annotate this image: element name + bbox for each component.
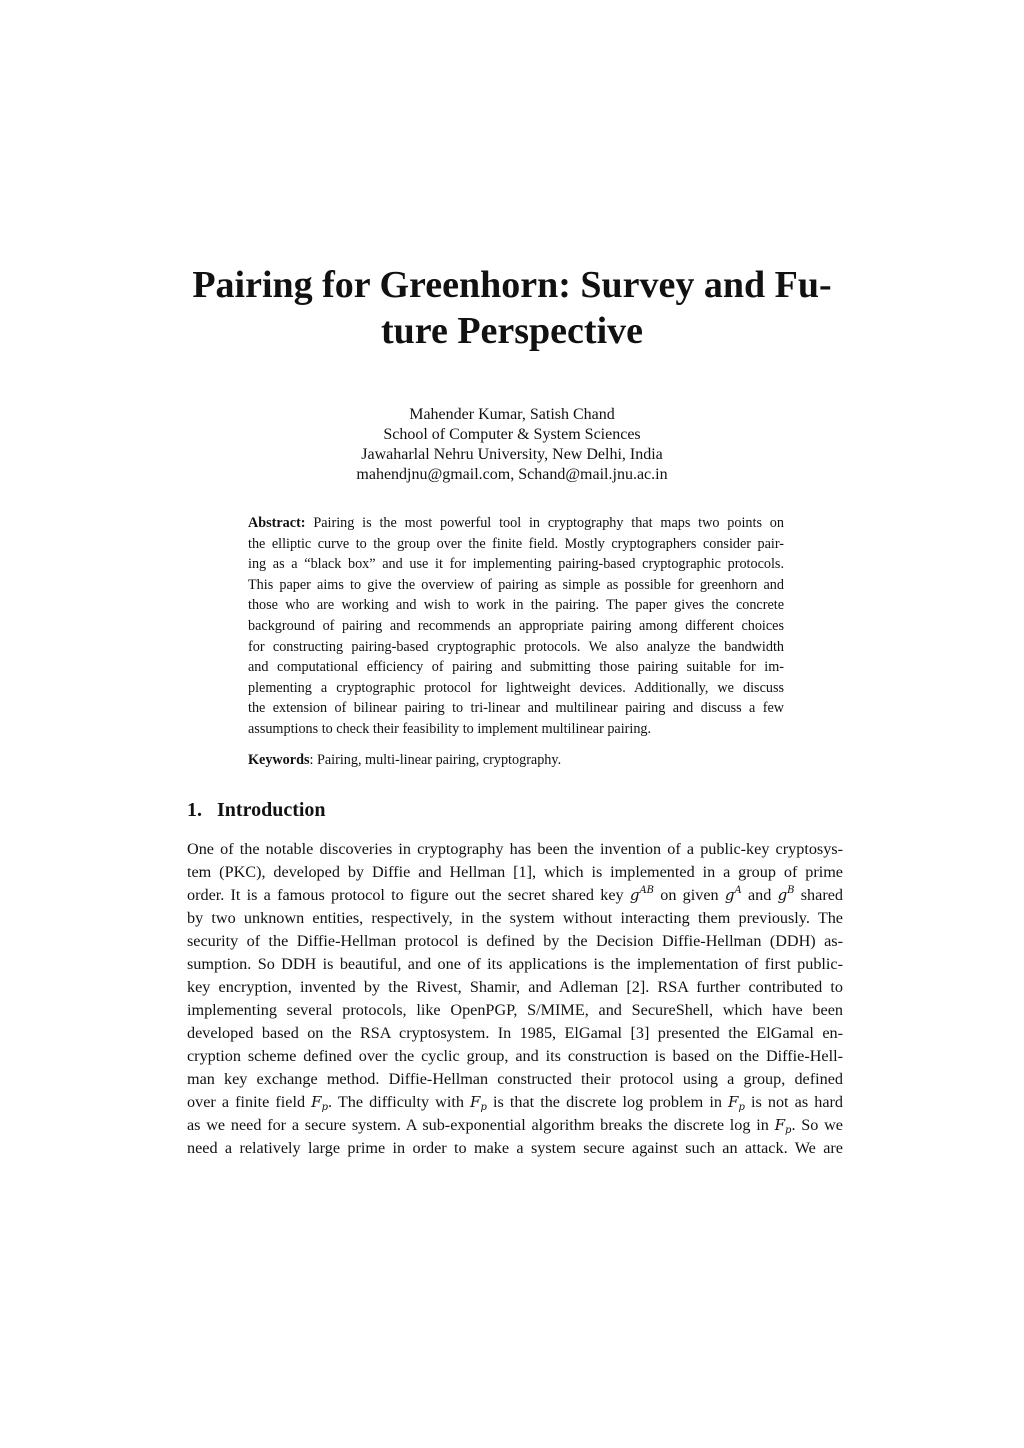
body-line: developed based on the RSA cryptosystem. In 1985, ElGamal [3] presented the ElGamal en- [187, 1024, 843, 1042]
abstract [248, 513, 784, 740]
math-subscript: p [738, 1102, 745, 1113]
math-g-ab [630, 886, 654, 904]
math-superscript: B [787, 885, 795, 896]
body-line: sumption. So DDH is beautiful, and one of its applications is the implementation of first public- [187, 955, 843, 973]
math-f-p [311, 1093, 328, 1111]
math-symbol: g [777, 886, 788, 904]
math-f-p [470, 1093, 487, 1111]
abstract-line: background of pairing and recommends an appropriate pairing among different choices [248, 617, 784, 634]
math-subscript: p [785, 1125, 792, 1136]
math-g-b [778, 886, 795, 904]
math-symbol: F [774, 1116, 786, 1134]
math-f-p [775, 1116, 792, 1134]
body-line: One of the notable discoveries in cryptography has been the invention of a public-key cryptosys- [187, 840, 843, 858]
body-text: as we need for a secure system. A sub-exponential algorithm breaks the discrete log in [187, 1116, 775, 1134]
title-line: ture Perspective [380, 310, 643, 352]
title-line: Pairing for Greenhorn: Survey and Fu- [192, 264, 832, 306]
section-heading-introduction [187, 798, 326, 822]
body-text: . The difficulty with [328, 1093, 471, 1111]
math-subscript: p [480, 1102, 487, 1113]
body-text: and [741, 886, 778, 904]
body-text: . So we [791, 1116, 843, 1134]
body-line: security of the Diffie-Hellman protocol is defined by the Decision Diffie-Hellman (DDH) as- [187, 932, 843, 950]
abstract-line: the elliptic curve to the group over the finite field. Mostly cryptographers consider pair- [248, 535, 784, 552]
body-line: by two unknown entities, respectively, in the system without interacting them previously. The [187, 909, 843, 927]
abstract-line: and computational efficiency of pairing and submitting those pairing suitable for im- [248, 659, 784, 676]
math-symbol: F [728, 1093, 739, 1111]
abstract-line: those who are working and wish to work in the pairing. The paper gives the concrete [248, 597, 784, 614]
abstract-line: for constructing pairing-based cryptographic protocols. We also analyze the bandwidth [248, 638, 784, 655]
body-text: order. It is a famous protocol to figure out the secret shared key [187, 886, 630, 904]
author-emails: mahendjnu@gmail.com, Schand@mail.jnu.ac.in [356, 466, 668, 483]
body-text: shared [794, 886, 844, 904]
abstract-line: plementing a cryptographic protocol for lightweight devices. Additionally, we discuss [248, 679, 784, 696]
affiliation-university: Jawaharlal Nehru University, New Delhi, India [361, 446, 663, 463]
math-g-a [725, 886, 742, 904]
body-line: man key exchange method. Diffie-Hellman constructed their protocol using a group, defined [187, 1070, 843, 1088]
author-names: Mahender Kumar, Satish Chand [409, 406, 615, 423]
abstract-text: Pairing is the most powerful tool in cryptography that maps two points on [305, 515, 784, 531]
introduction-body [187, 838, 843, 1160]
paper-title [150, 262, 874, 354]
math-symbol: F [311, 1093, 322, 1111]
keywords-label: Keywords [248, 752, 310, 768]
section-number: 1. [187, 799, 202, 821]
abstract-line [248, 513, 784, 534]
body-line [187, 1114, 843, 1137]
body-text: over a finite field [187, 1093, 312, 1111]
abstract-line: assumptions to check their feasibility to implement multilinear pairing. [248, 720, 652, 737]
abstract-line: This paper aims to give the overview of pairing as simple as possible for greenhorn and [248, 576, 784, 593]
abstract-line: the extension of bilinear pairing to tri-linear and multilinear pairing and discuss a few [248, 700, 784, 717]
body-line: cryption scheme defined over the cyclic group, and its construction is based on the Diffie-Hell- [187, 1047, 843, 1065]
math-superscript: A [734, 885, 742, 896]
body-line: need a relatively large prime in order to make a system secure against such an attack. We are [187, 1139, 843, 1157]
math-symbol: g [629, 886, 640, 904]
math-superscript: AB [639, 885, 655, 896]
math-subscript: p [321, 1102, 328, 1113]
math-symbol: g [724, 886, 735, 904]
body-line [187, 1091, 843, 1114]
abstract-label: Abstract: [248, 515, 306, 531]
math-symbol: F [470, 1093, 481, 1111]
math-f-p [728, 1093, 745, 1111]
keywords [248, 750, 784, 770]
author-block [200, 405, 824, 485]
body-line: implementing several protocols, like OpenPGP, S/MIME, and SecureShell, which have been [187, 1001, 843, 1019]
abstract-line: ing as a “black box” and use it for implementing pairing-based cryptographic protocols. [248, 556, 784, 573]
affiliation-school: School of Computer & System Sciences [383, 426, 641, 443]
body-text: on given [654, 886, 725, 904]
body-line: tem (PKC), developed by Diffie and Hellman [1], which is implemented in a group of prime [187, 863, 843, 881]
body-line: key encryption, invented by the Rivest, Shamir, and Adleman [2]. RSA further contributed to [187, 978, 843, 996]
body-line [187, 884, 843, 907]
keywords-text: : Pairing, multi-linear pairing, cryptography. [309, 752, 562, 768]
section-title: Introduction [217, 799, 326, 821]
body-text: is that the discrete log problem in [486, 1093, 729, 1111]
body-text: is not as hard [744, 1093, 843, 1111]
